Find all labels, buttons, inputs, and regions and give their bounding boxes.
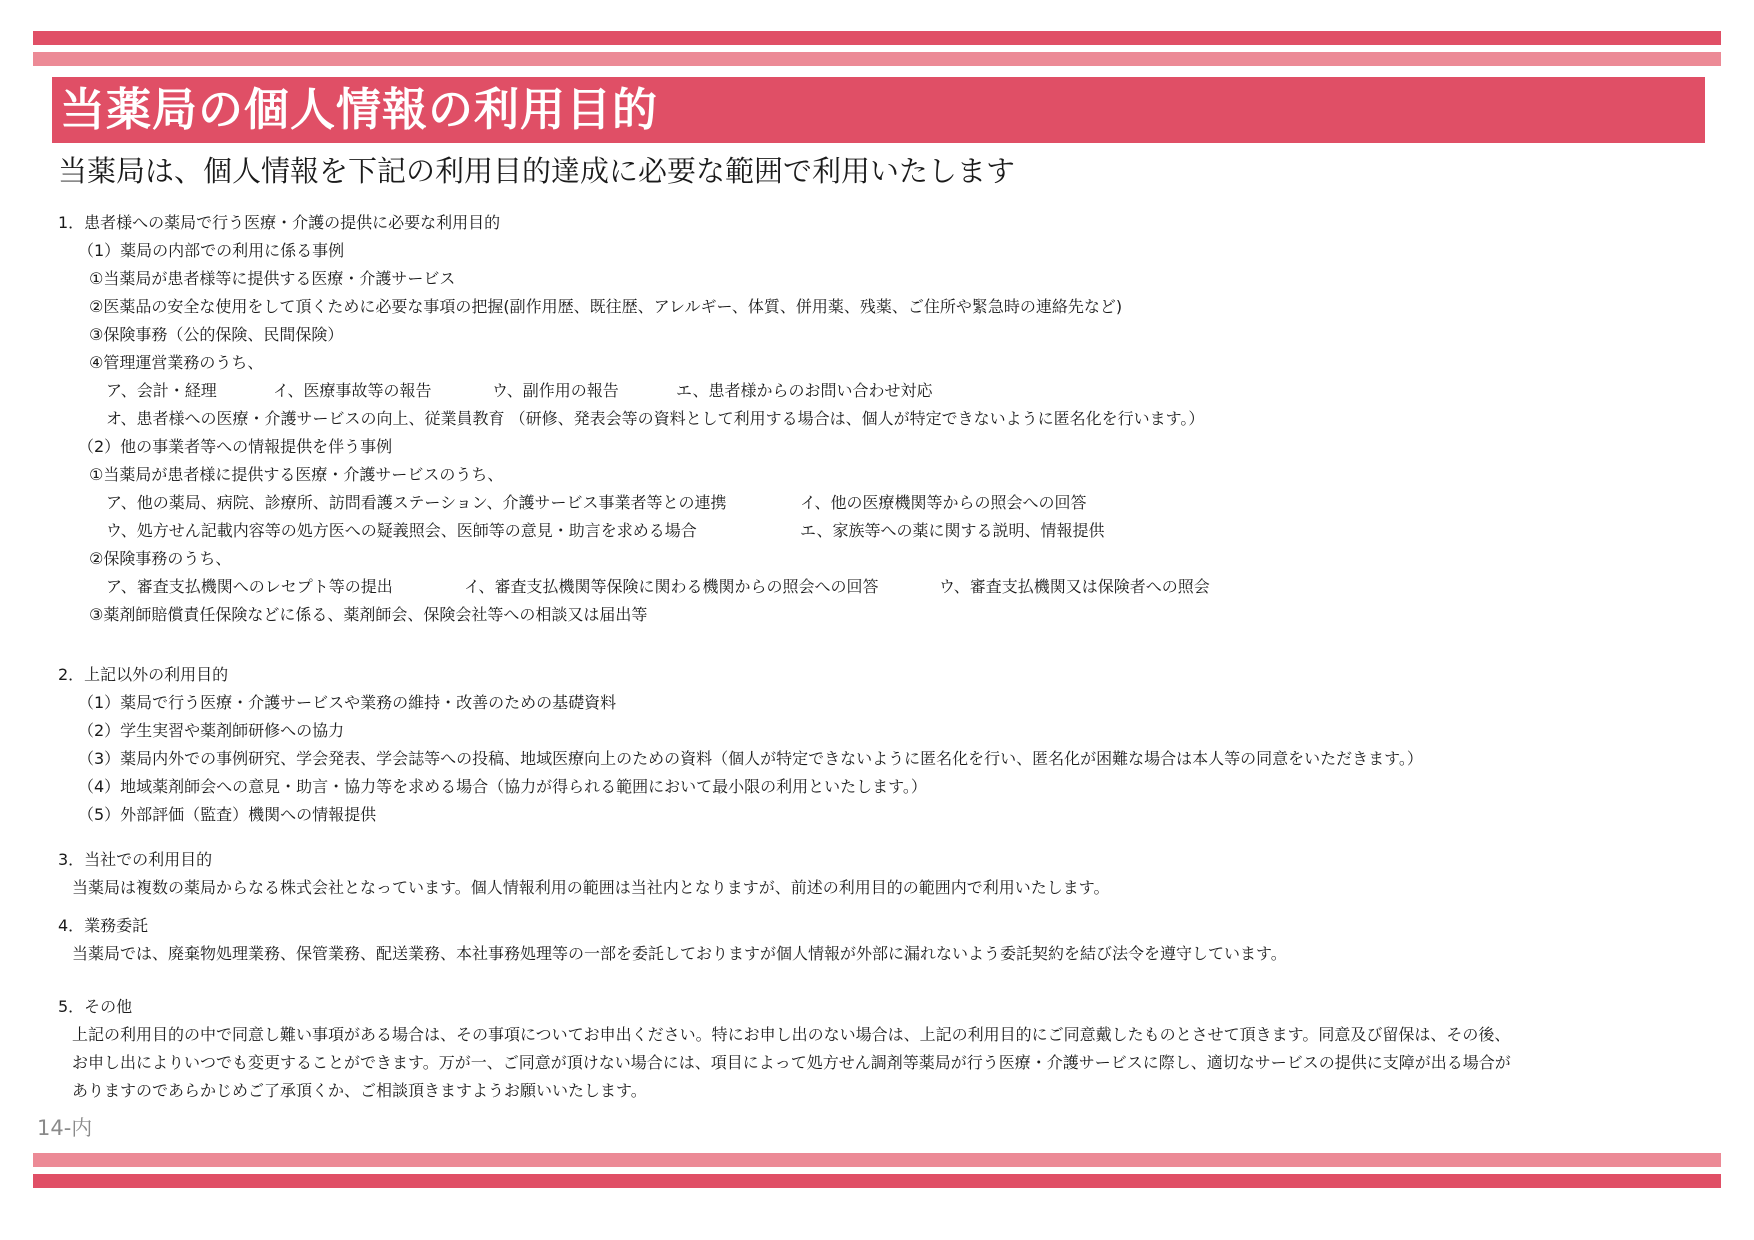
- section1-sub2-item1-c: ウ、処方せん記載内容等の処方医への疑義照会、医師等の意見・助言を求める場合: [106, 521, 697, 540]
- section3-body: 当薬局は複数の薬局からなる株式会社となっています。個人情報利用の範囲は当社内となりますが、前述の利用目的の範囲内で利用いたします。: [72, 878, 1110, 897]
- section1-sub2-item2-a: ア、審査支払機関へのレセプト等の提出: [106, 577, 393, 596]
- section1-sub1-item4-b: イ、医療事故等の報告: [273, 381, 432, 400]
- section1-sub2-item1-a: ア、他の薬局、病院、診療所、訪問看護ステーション、介護サービス事業者等との連携: [106, 493, 727, 512]
- section2-heading: 2．上記以外の利用目的: [58, 665, 229, 684]
- section2-item1: （1）薬局で行う医療・介護サービスや業務の維持・改善のための基礎資料: [78, 693, 617, 712]
- section1-sub2-item2-c: ウ、審査支払機関又は保険者への照会: [939, 577, 1210, 596]
- section2-item5: （5）外部評価（監査）機関への情報提供: [78, 805, 377, 824]
- top-stripe-dark: [33, 31, 1721, 45]
- section1-sub1-item2: ②医薬品の安全な使用をして頂くために必要な事項の把握(副作用歴、既往歴、アレルギー、体質、併用薬、残薬、ご住所や緊急時の連絡先など): [89, 297, 1123, 316]
- bottom-stripe-dark: [33, 1174, 1721, 1188]
- page-subtitle: 当薬局は、個人情報を下記の利用目的達成に必要な範囲で利用いたします: [58, 154, 1016, 188]
- section1-sub1-item4-c: ウ、副作用の報告: [492, 381, 619, 400]
- section1-sub1-heading: （1）薬局の内部での利用に係る事例: [78, 241, 345, 260]
- section1-sub2-item2-b: イ、審査支払機関等保険に関わる機関からの照会への回答: [464, 577, 879, 596]
- section1-sub1-item4-e: オ、患者様への医療・介護サービスの向上、従業員教育 （研修、発表会等の資料として利用する場合は、個人が特定できないように匿名化を行います。）: [106, 409, 1205, 428]
- section4-heading: 4．業務委託: [58, 916, 149, 935]
- section5-line2: お申し出によりいつでも変更することができます。万が一、ご同意が頂けない場合には、項目によって処方せん調剤等薬局が行う医療・介護サービスに際し、適切なサービスの提供に支障が出る場合が: [72, 1053, 1511, 1072]
- section1-sub2-item1: ①当薬局が患者様に提供する医療・介護サービスのうち、: [89, 465, 504, 484]
- section1-sub2-item1-b: イ、他の医療機関等からの照会への回答: [800, 493, 1087, 512]
- section1-sub1-item1: ①当薬局が患者様等に提供する医療・介護サービス: [89, 269, 456, 288]
- page-title: 当薬局の個人情報の利用目的: [60, 83, 659, 136]
- section2-item4: （4）地域薬剤師会への意見・助言・協力等を求める場合（協力が得られる範囲において最小限の利用といたします。）: [78, 777, 927, 796]
- section1-sub2-heading: （2）他の事業者等への情報提供を伴う事例: [78, 437, 393, 456]
- section1-sub1-item4-d: エ、患者様からのお問い合わせ対応: [676, 381, 933, 400]
- section2-item2: （2）学生実習や薬剤師研修への協力: [78, 721, 345, 740]
- section5-heading: 5．その他: [58, 997, 133, 1016]
- section1-sub1-item4: ④管理運営業務のうち、: [89, 353, 264, 372]
- section2-item3: （3）薬局内外での事例研究、学会発表、学会誌等への投稿、地域医療向上のための資料（個人が特定できないように匿名化を行い、匿名化が困難な場合は本人等の同意をいただきます。）: [78, 749, 1423, 768]
- section1-sub2-item2: ②保険事務のうち、: [89, 549, 232, 568]
- bottom-stripe-light: [33, 1153, 1721, 1167]
- section1-sub1-item3: ③保険事務（公的保険、民間保険）: [89, 325, 344, 344]
- section1-sub1-item4-a: ア、会計・経理: [106, 381, 217, 400]
- section1-heading: 1．患者様への薬局で行う医療・介護の提供に必要な利用目的: [58, 213, 501, 232]
- section3-heading: 3．当社での利用目的: [58, 850, 213, 869]
- section1-sub2-item1-d: エ、家族等への薬に関する説明、情報提供: [800, 521, 1105, 540]
- section1-sub2-item3: ③薬剤師賠償責任保険などに係る、薬剤師会、保険会社等への相談又は届出等: [89, 605, 648, 624]
- section4-body: 当薬局では、廃棄物処理業務、保管業務、配送業務、本社事務処理等の一部を委託しておりますが個人情報が外部に漏れないよう委託契約を結び法令を遵守しています。: [72, 944, 1287, 963]
- page-number: 14-内: [37, 1116, 93, 1140]
- top-stripe-light: [33, 52, 1721, 66]
- section5-line1: 上記の利用目的の中で同意し難い事項がある場合は、その事項についてお申出ください。特にお申し出のない場合は、上記の利用目的にご同意戴したものとさせて頂きます。同意及び留保は、その後、: [72, 1025, 1511, 1044]
- section5-line3: ありますのであらかじめご了承頂くか、ご相談頂きますようお願いいたします。: [72, 1081, 647, 1100]
